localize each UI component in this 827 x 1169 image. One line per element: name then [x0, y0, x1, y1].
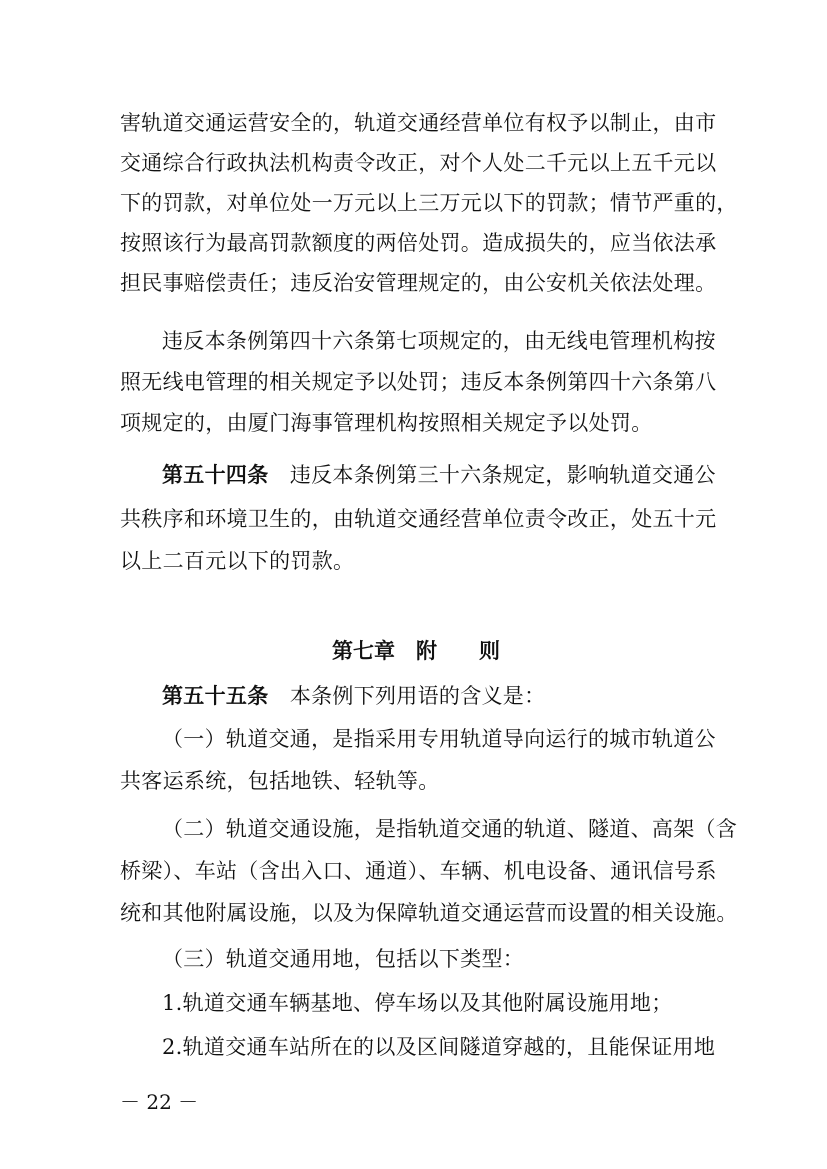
article-label: 第五十四条	[162, 462, 269, 487]
text-line: 害轨道交通运营安全的，轨道交通经营单位有权予以制止，由市	[120, 111, 717, 135]
text-line: 交通综合行政执法机构责令改正，对个人处二千元以上五千元以	[120, 151, 717, 175]
definition-subitem: 1.轨道交通车辆基地、停车场以及其他附属设施用地；	[162, 991, 673, 1015]
text-line: 共秩序和环境卫生的，由轨道交通经营单位责令改正，处五十元	[120, 507, 717, 531]
article-text: 违反本条例第三十六条规定，影响轨道交通公	[289, 463, 716, 487]
text-line: 按照该行为最高罚款额度的两倍处罚。造成损失的，应当依法承	[120, 231, 717, 255]
definition-item: （一）轨道交通，是指采用专用轨道导向运行的城市轨道公	[162, 727, 716, 751]
text-line: 照无线电管理的相关规定予以处罚；违反本条例第四十六条第八	[120, 370, 717, 394]
text-line	[120, 460, 716, 490]
article-text: 本条例下列用语的含义是：	[289, 684, 546, 708]
definition-subitem: 2.轨道交通车站所在的以及区间隧道穿越的，且能保证用地	[162, 1035, 716, 1059]
text-line: 违反本条例第四十六条第七项规定的，由无线电管理机构按	[162, 329, 716, 353]
text-line: 担民事赔偿责任；违反治安管理规定的，由公安机关依法处理。	[120, 271, 717, 295]
article-label: 第五十五条	[162, 683, 269, 708]
definition-item: （三）轨道交通用地，包括以下类型：	[162, 947, 525, 971]
definition-item: （二）轨道交通设施，是指轨道交通的轨道、隧道、高架（含	[162, 817, 738, 841]
text-line: 项规定的，由厦门海事管理机构按照相关规定予以处罚。	[120, 411, 653, 435]
text-line: 共客运系统，包括地铁、轻轨等。	[120, 769, 440, 793]
text-line: 以上二百元以下的罚款。	[120, 549, 355, 573]
text-line	[120, 681, 545, 711]
text-line: 下的罚款，对单位处一万元以上三万元以下的罚款；情节严重的，	[120, 191, 738, 215]
text-line: 统和其他附属设施，以及为保障轨道交通运营而设置的相关设施。	[120, 901, 738, 925]
chapter-heading: 第七章 附 则	[332, 638, 500, 663]
page-number: － 22 －	[120, 1090, 199, 1114]
text-line: 桥梁）、车站（含出入口、通道）、车辆、机电设备、通讯信号系	[120, 859, 717, 883]
